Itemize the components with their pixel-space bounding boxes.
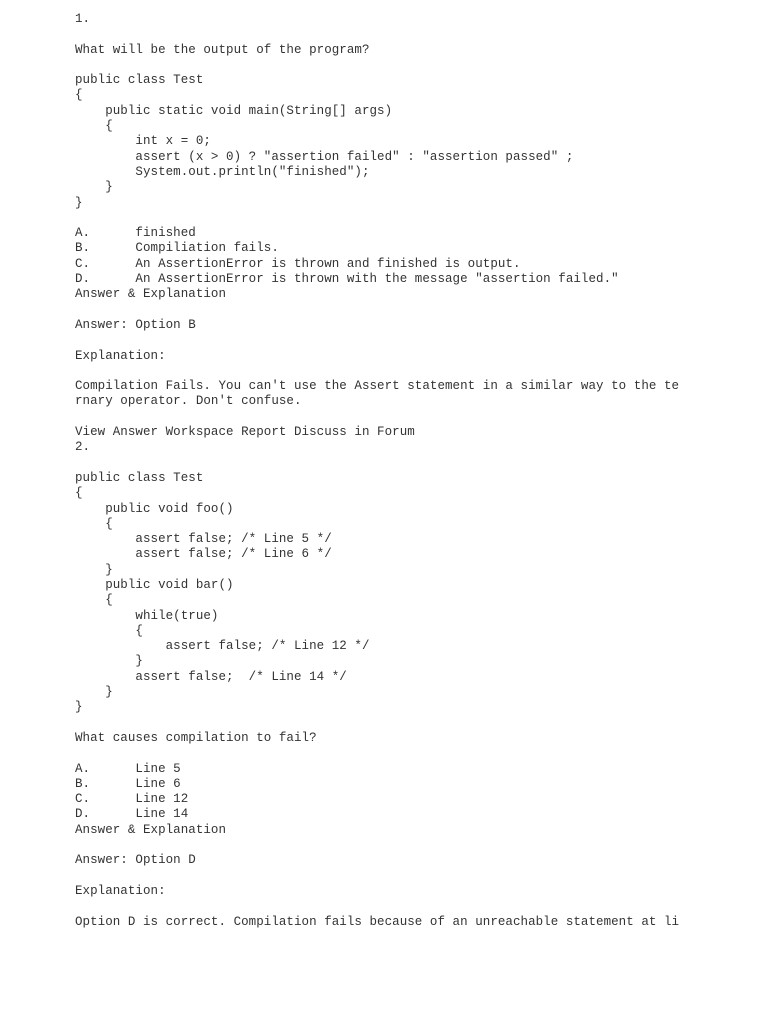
document-line: assert false; /* Line 14 */ (75, 669, 347, 684)
document-line: System.out.println("finished"); (75, 164, 370, 179)
document-line: D. Line 14 (75, 807, 189, 822)
document-line: { (75, 623, 143, 638)
document-line: Compilation Fails. You can't use the Assert statement in a similar way to the te (75, 379, 680, 394)
document-line (75, 716, 755, 731)
document-line (75, 410, 755, 425)
document-line: Answer & Explanation (75, 287, 227, 302)
document-line: assert false; /* Line 5 */ (75, 532, 332, 547)
document-line: } (75, 685, 113, 700)
document-line: B. Line 6 (75, 776, 181, 791)
document-line: public void bar() (75, 577, 234, 592)
document-line: Option D is correct. Compilation fails because of an unreachable statement at li (75, 914, 680, 929)
document-line: 2. (75, 440, 91, 455)
document-line (75, 27, 755, 42)
document-line (75, 456, 755, 471)
document-line (75, 364, 755, 379)
document-line (75, 303, 755, 318)
document-line: What causes compilation to fail? (75, 730, 317, 745)
document-line: { (75, 88, 83, 103)
document-line: A. finished (75, 226, 196, 241)
document-line (75, 899, 755, 914)
document-line: C. Line 12 (75, 792, 189, 807)
document-line: } (75, 562, 113, 577)
document-text (75, 12, 755, 930)
document-line: 1. (75, 12, 91, 26)
document-line: int x = 0; (75, 134, 211, 149)
document-line: B. Compiliation fails. (75, 241, 279, 256)
document-line: C. An AssertionError is thrown and finished is output. (75, 256, 521, 271)
document-line: { (75, 119, 113, 134)
document-line: assert (x > 0) ? "assertion failed" : "assertion passed" ; (75, 149, 574, 164)
document-line (75, 838, 755, 853)
document-line: { (75, 486, 83, 501)
document-line: { (75, 593, 113, 608)
document-line: public class Test (75, 73, 204, 88)
document-line (75, 746, 755, 761)
document-line: Explanation: (75, 883, 166, 898)
document-line: } (75, 195, 83, 210)
document-line: public class Test (75, 470, 204, 485)
document-line: while(true) (75, 608, 219, 623)
document-line (75, 211, 755, 226)
document-line: assert false; /* Line 6 */ (75, 547, 332, 562)
document-line: { (75, 516, 113, 531)
document-line: } (75, 654, 143, 669)
document-line: What will be the output of the program? (75, 42, 370, 57)
document-line: D. An AssertionError is thrown with the message "assertion failed." (75, 272, 619, 287)
document-line: public static void main(String[] args) (75, 103, 393, 118)
document-line: } (75, 700, 83, 715)
document-line: A. Line 5 (75, 761, 181, 776)
document-line: Answer: Option B (75, 317, 196, 332)
document-line (75, 333, 755, 348)
document-line (75, 869, 755, 884)
document-line: Answer: Option D (75, 853, 196, 868)
document-line (75, 58, 755, 73)
document-line: Answer & Explanation (75, 822, 227, 837)
document-line: rnary operator. Don't confuse. (75, 394, 302, 409)
document-line: } (75, 180, 113, 195)
document-line: public void foo() (75, 501, 234, 516)
document-line: assert false; /* Line 12 */ (75, 639, 370, 654)
document-line: View Answer Workspace Report Discuss in Forum (75, 425, 415, 440)
document-line: Explanation: (75, 348, 166, 363)
